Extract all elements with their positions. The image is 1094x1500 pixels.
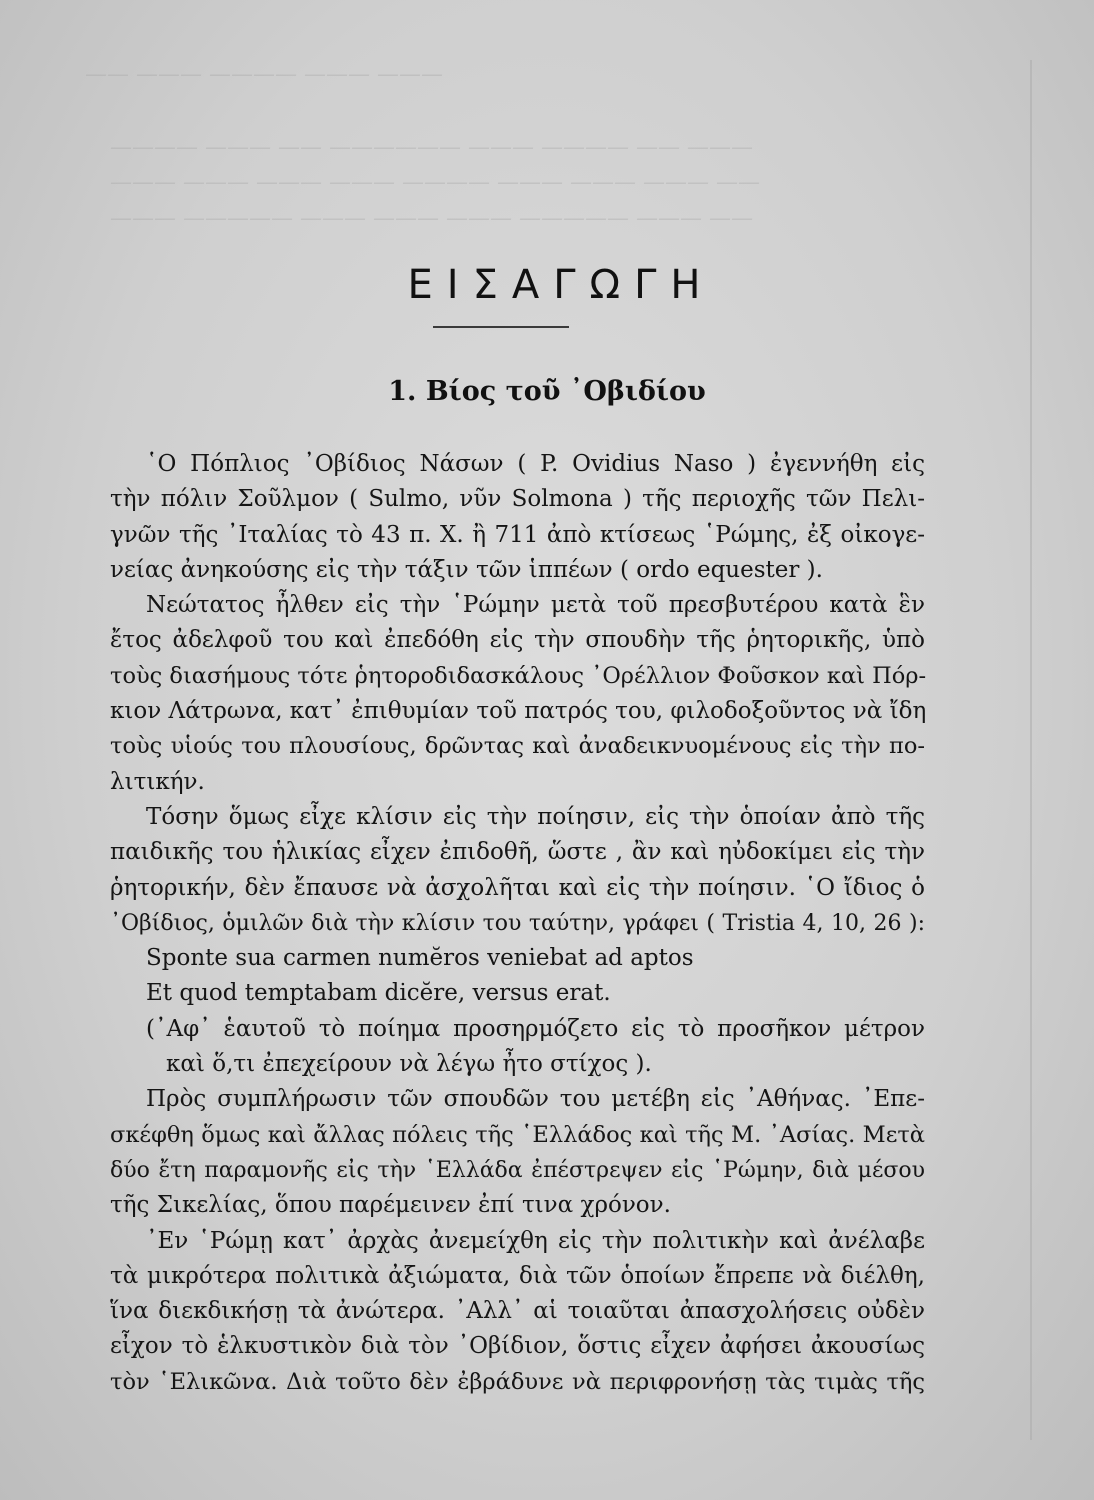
text-line: παιδικῆς του ἡλικίας εἶχεν ἐπιδοθῆ, ὥστε , ἂν καὶ ηὐδοκίμει εἰς τὴν [110,839,925,866]
text-line: εἶχον τὸ ἑλκυστικὸν διὰ τὸν ᾿Οβίδιον, ὅστις εἶχεν ἀφήσει ἀκουσίως [110,1333,925,1360]
text-line: λιτικήν. [110,768,205,795]
text-line: τοὺς διασήμους τότε ῥητοροδιδασκάλους ᾿Ορέλλιον Φοῦσκον καὶ Πόρ- [110,662,927,689]
bleed-through-text: ——— ——— ——— ——— ———— ——— ——— ——— —— [110,170,760,195]
text-line: Πρὸς συμπλήρωσιν τῶν σπουδῶν του μετέβη εἰς ᾿Αθήνας. ᾿Επε- [146,1086,925,1113]
text-line: ἵνα διεκδικήσῃ τὰ ἀνώτερα. ᾿Αλλ᾿ αἱ τοιαῦται ἀπασχολήσεις οὐδὲν [110,1298,925,1325]
text-line: σκέφθη ὅμως καὶ ἄλλας πόλεις τῆς ῾Ελλάδος καὶ τῆς Μ. ᾿Ασίας. Μετὰ [110,1121,925,1148]
bleed-through-text: ———— ——— —— —————— ——— ———— —— ——— [110,135,753,160]
verse-line: Et quod temptabam dicĕre, versus erat. [146,980,611,1007]
text-line: τὸν ῾Ελικῶνα. Διὰ τοῦτο δὲν ἐβράδυνε νὰ περιφρονήσῃ τὰς τιμὰς τῆς [110,1368,925,1395]
chapter-title: 1. Βίος τοῦ ᾿Οβιδίου [388,376,706,407]
text-line: ᾿Εν ῾Ρώμῃ κατ᾿ ἀρχὰς ἀνεμείχθη εἰς τὴν πολιτικὴν καὶ ἀνέλαβε [146,1227,925,1254]
text-line: Νεώτατος ἦλθεν εἰς τὴν ῾Ρώμην μετὰ τοῦ πρεσβυτέρου κατὰ ἓν [146,592,925,619]
bleed-through-text: —— ——— ———— ——— ——— [85,62,443,87]
text-line: νείας ἀνηκούσης εἰς τὴν τάξιν τῶν ἱππέων ( ordo equester ). [110,556,823,583]
text-line: Τόσην ὅμως εἶχε κλίσιν εἰς τὴν ποίησιν, εἰς τὴν ὁποίαν ἀπὸ τῆς [146,803,925,830]
text-line: ῾Ο Πόπλιος ᾿Οβίδιος Νάσων ( P. Ovidius Naso ) ἐγεννήθη εἰς [146,451,925,477]
text-line: γνῶν τῆς ᾿Ιταλίας τὸ 43 π. Χ. ἢ 711 ἀπὸ κτίσεως ῾Ρώμης, ἐξ οἰκογε- [110,521,925,548]
text-line: τὴν πόλιν Σοῦλμον ( Sulmo, νῦν Solmona ) τῆς περιοχῆς τῶν Πελι- [110,486,925,513]
text-line: κιον Λάτρωνα, κατ᾿ ἐπιθυμίαν τοῦ πατρός του, φιλοδοξοῦντος νὰ ἴδη [110,698,927,725]
text-line: ᾿Οβίδιος, ὁμιλῶν διὰ τὴν κλίσιν του ταύτην, γράφει ( Tristia 4, 10, 26 ): [110,910,925,936]
translation-line: καὶ ὅ,τι ἐπεχείρουν νὰ λέγω ἦτο στίχος ). [166,1051,652,1078]
verse-line: Sponte sua carmen numĕros veniebat ad aptos [146,945,694,972]
section-title: ΕΙΣΑΓΩΓΗ [407,262,715,308]
translation-line: (᾿Αφ᾿ ἑαυτοῦ τὸ ποίημα προσηρμόζετο εἰς τὸ προσῆκον μέτρον [146,1015,925,1042]
text-line: ἔτος ἀδελφοῦ του καὶ ἐπεδόθη εἰς τὴν σπουδὴν τῆς ῥητορικῆς, ὑπὸ [110,627,925,654]
text-line: ῥητορικήν, δὲν ἔπαυσε νὰ ἀσχολῆται καὶ εἰς τὴν ποίησιν. ῾Ο ἴδιος ὁ [110,874,925,901]
title-divider [433,326,569,328]
text-line: τὰ μικρότερα πολιτικὰ ἀξιώματα, διὰ τῶν ὁποίων ἔπρεπε νὰ διέλθη, [110,1262,925,1289]
body-text [110,447,925,1400]
bleed-through-text: ——— ————— ——— ——— ——— ————— ——— —— [110,206,753,231]
text-line: τοὺς υἱούς του πλουσίους, δρῶντας καὶ ἀναδεικνυομένους εἰς τὴν πο- [110,733,925,760]
text-line: τῆς Σικελίας, ὅπου παρέμεινεν ἐπί τινα χρόνον. [110,1192,671,1219]
text-line: δύο ἔτη παραμονῆς εἰς τὴν ῾Ελλάδα ἐπέστρεψεν εἰς ῾Ρώμην, διὰ μέσου [110,1157,925,1183]
